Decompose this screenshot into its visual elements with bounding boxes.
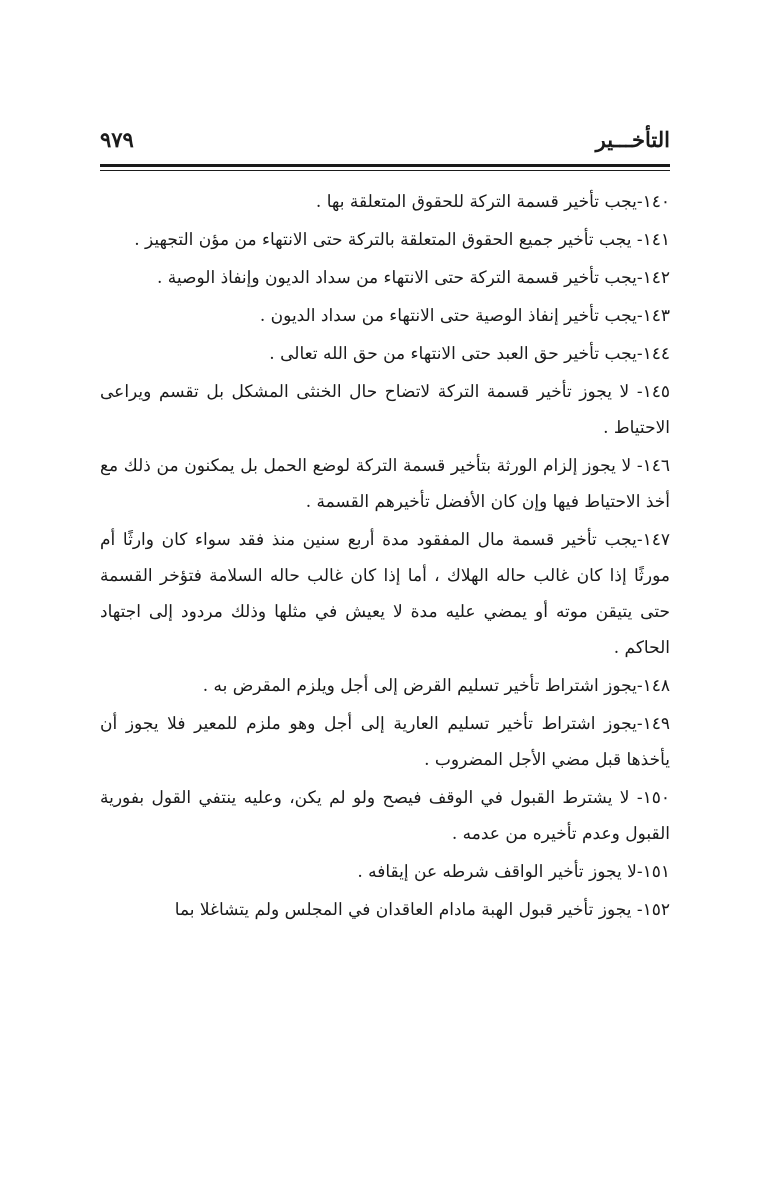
- item-number: ١٤٠: [642, 192, 670, 212]
- body-text: [100, 184, 670, 930]
- item-number: ١٤٥: [642, 382, 670, 402]
- item-text: - لا يجوز تأخير قسمة التركة لاتضاح حال الخنثى المشكل بل تقسم ويراعى الاحتياط .: [100, 382, 670, 438]
- item-number: ١٤٤: [642, 344, 670, 364]
- item-text: - لا يجوز إلزام الورثة بتأخير قسمة التركة لوضع الحمل بل يمكنون من ذلك مع أخذ الاحتياط فيها وإن كان الأفضل تأخيرهم القسمة .: [100, 456, 670, 512]
- list-item-149: [100, 706, 670, 778]
- header-rule-thin: [100, 170, 670, 171]
- item-text: -يجوز اشتراط تأخير تسليم القرض إلى أجل ويلزم المقرض به .: [202, 676, 643, 696]
- item-number: ١٤٣: [642, 306, 670, 326]
- item-text: -يجب تأخير إنفاذ الوصية حتى الانتهاء من سداد الديون .: [259, 306, 643, 326]
- item-text: - لا يشترط القبول في الوقف فيصح ولو لم يكن، وعليه ينتفي القول بفورية القبول وعدم تأخيره من عدمه .: [100, 788, 670, 844]
- item-text: -يجب تأخير قسمة التركة حتى الانتهاء من سداد الديون وإنفاذ الوصية .: [157, 268, 643, 288]
- item-text: -يجوز اشتراط تأخير تسليم العارية إلى أجل وهو ملزم للمعير فلا يجوز أن يأخذها قبل مضي الأجل المضروب .: [100, 714, 670, 770]
- list-item-145: [100, 374, 670, 446]
- item-text: -لا يجوز تأخير الواقف شرطه عن إيقافه .: [357, 862, 643, 882]
- item-number: ١٤٦: [642, 456, 670, 476]
- item-number: ١٤٧: [642, 530, 670, 550]
- item-number: ١٤٨: [642, 676, 670, 696]
- page-header: [100, 127, 670, 161]
- item-number: ١٥٢: [642, 900, 670, 920]
- item-number: ١٤٩: [642, 714, 670, 734]
- header-rule-thick: [100, 164, 670, 167]
- list-item-142: [100, 260, 670, 296]
- list-item-152: [100, 892, 670, 928]
- item-number: ١٥١: [642, 862, 670, 882]
- item-text: - يجب تأخير جميع الحقوق المتعلقة بالتركة حتى الانتهاء من مؤن التجهيز .: [134, 230, 643, 250]
- list-item-143: [100, 298, 670, 334]
- page-number: ٩٧٩: [100, 127, 134, 152]
- item-number: ١٤١: [642, 230, 670, 250]
- running-title: التأخـــير: [595, 127, 670, 152]
- list-item-144: [100, 336, 670, 372]
- list-item-147: [100, 522, 670, 666]
- list-item-146: [100, 448, 670, 520]
- item-text: -يجب تأخير حق العبد حتى الانتهاء من حق الله تعالى .: [269, 344, 643, 364]
- list-item-148: [100, 668, 670, 704]
- item-number: ١٥٠: [642, 788, 670, 808]
- list-item-140: [100, 184, 670, 220]
- list-item-141: [100, 222, 670, 258]
- list-item-150: [100, 780, 670, 852]
- item-text: - يجوز تأخير قبول الهبة مادام العاقدان في المجلس ولم يتشاغلا بما: [174, 900, 643, 920]
- item-text: -يجب تأخير قسمة التركة للحقوق المتعلقة بها .: [315, 192, 643, 212]
- list-item-151: [100, 854, 670, 890]
- item-number: ١٤٢: [642, 268, 670, 288]
- item-text: -يجب تأخير قسمة مال المفقود مدة أربع سنين منذ فقد سواء كان وارثًا أم مورثًا إذا كان غالب حاله الهلاك ، أما إذا كان غالب حاله السلامة فتؤخر القسمة حتى يتيقن موته أو يمضي عليه مدة لا يعيش في مثلها وذلك مردود إلى اجتهاد الحاكم .: [100, 530, 670, 658]
